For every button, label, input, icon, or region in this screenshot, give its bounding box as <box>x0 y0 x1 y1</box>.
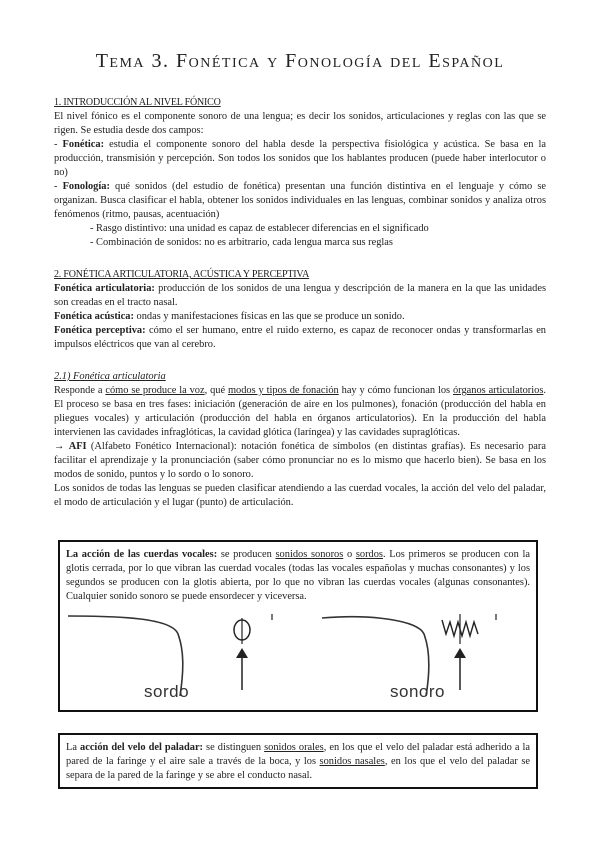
section-1-intro: El nivel fónico es el componente sonoro de una lengua; es decir los sonidos, articulaciones y reglas con las que se rigen. Se estudia desde dos campos: <box>54 111 546 136</box>
arrow-icon: → <box>54 441 69 452</box>
box2-text: se distinguen <box>203 742 265 753</box>
glottis-diagram <box>60 610 536 710</box>
articulatoria-text: producción de los sonidos de una lengua y descripción de la manera en la que las unidades son creadas en el tracto nasal. <box>54 283 547 308</box>
box-velo-paladar <box>58 733 538 789</box>
section-1: 1. INTRODUCCIÓN AL NIVEL FÓNICO El nivel fónico es el componente sonoro de una lengua; es decir los sonidos, articulaciones y reglas con las que se rigen. Se estudia desde dos campos: - Fonética: estudia el componente sonoro del habla desde la perspectiva fisiológica y acústica. Se basa en la producción, transmisión y percepción. Son todos los sonidos que los hablantes producen (puede haber interlocutor o no) - Fonología: qué sonidos (del estudio de fonética) presentan una función distintiva en el lenguaje y cómo se organizan. Busca clasificar el habla, obtener los sonidos individuales en las lenguas, combinar sonidos y analiza otros fenómenos (ritmo, pausas, acentuación) - Rasgo distintivo: una unidad es capaz de establecer diferencias en el significado - Combinación de sonidos: no es arbitrario, cada lengua marca sus reglas <box>54 97 547 248</box>
page-title: Tema 3. Fonética y Fonología del Español <box>95 50 505 72</box>
sordos-link: sordos <box>355 549 383 560</box>
s21-last: Los sonidos de todas las lenguas se pueden clasificar atendiendo a las cuerdad vocales, la acción del velo del paladar, el modo de articulación y el lugar (punto) de articulación. <box>54 483 546 508</box>
nasales-link: sonidos nasales <box>319 756 385 767</box>
s21-text: , qué <box>204 385 228 396</box>
velo-term: acción del velo del paladar: <box>80 742 204 753</box>
acustica-term: Fonética acústica: <box>54 311 134 322</box>
fonologia-term: Fonología: <box>62 181 110 192</box>
sonoros-link: sonidos sonoros <box>275 549 344 560</box>
box-cuerdas-vocales <box>58 540 538 712</box>
articulatoria-term: Fonética articulatoria: <box>54 283 155 294</box>
section-2-1-heading: 2.1) Fonética articulatoria <box>54 371 166 382</box>
perceptiva-term: Fonética perceptiva: <box>54 325 146 336</box>
box2-text: , en los que el velo del paladar está adherido a la pared de la faringe y el aire sale a través de la boca, y los <box>66 742 530 767</box>
orales-link: sonidos orales <box>264 742 324 753</box>
label-sordo: sordo <box>144 682 190 701</box>
afi-term: AFI <box>68 441 87 452</box>
cuerdas-term: La acción de las cuerdas vocales: <box>66 549 218 560</box>
box-2-text <box>60 735 536 783</box>
afi-text: (Alfabeto Fonético Internacional): notación fonética de símbolos (en distintas grafías). Es necesario para facilitar el aprendizaje y la pronunciación (saber cómo pronunciar no es lo mismo que hacerlo bien). Se basa en los modos de sonido, puntos y lo sordo o lo sonoro. <box>54 441 546 480</box>
link-modos: modos y tipos de fonación <box>227 385 339 396</box>
acustica-text: ondas y manifestaciones físicas en las que se produce un sonido. <box>133 311 405 322</box>
s21-text: hay y cómo funcionan los <box>338 385 453 396</box>
label-sonoro: sonoro <box>390 682 445 701</box>
section-2-heading: 2. FONÉTICA ARTICULATORIA, ACÚSTICA Y PERCEPTIVA <box>54 269 310 280</box>
box1-text: se producen <box>217 549 276 560</box>
s21-text: . El proceso se basa en tres fases: iniciación (generación de aire en los pulmones), fonación (producción del habla en pliegues vocales) y articulación (producción del habla en órganos articulatorios). En la producción del habla intervienen las cavidades infraglóticas, la cavidad glótica (laríngea) y las cavidades supraglóticas. <box>54 385 547 438</box>
box1-text: . Los primeros se producen con la glotis cerrada, por lo que vibran las cuerdad vocales (todas las vocales españolas y muchas consonantes) y los segundos se producen con la glotis abierta, por lo que no vibran las cuerdas vocales (algunas consonantes). Cualquier sonido sonoro se puede ensordecer y viceversa. <box>66 549 530 602</box>
perceptiva-text: cómo el ser humano, entre el ruido externo, es capaz de reconocer ondas y transformarlas en impulsos eléctricos que van al cerebro. <box>54 325 547 350</box>
s21-text: Responde a <box>54 385 106 396</box>
link-voz: cómo se produce la voz <box>105 385 205 396</box>
box2-text: , en los que el velo del paladar se separa de la pared de la faringe y se abre el conducto nasal. <box>66 756 531 781</box>
box1-text: o <box>343 549 356 560</box>
section-2 <box>54 268 546 352</box>
link-organos: órganos articulatorios <box>452 385 544 396</box>
bullet-combinacion: - Combinación de sonidos: no es arbitrario, cada lengua marca sus reglas <box>90 237 393 248</box>
bullet-rasgo: - Rasgo distintivo: una unidad es capaz de establecer diferencias en el significado <box>90 223 429 234</box>
section-2-1 <box>54 370 546 510</box>
section-1-heading: 1. INTRODUCCIÓN AL NIVEL FÓNICO <box>54 97 221 108</box>
fonetica-text: estudia el componente sonoro del habla desde la perspectiva fisiológica y acústica. Se basa en la producción, transmisión y percepción. Son todos los sonidos que los hablantes producen (puede haber interlocutor o no) <box>54 139 547 178</box>
box2-text: La <box>66 742 81 753</box>
fonetica-term: Fonética: <box>62 139 105 150</box>
box-1-text <box>60 542 536 604</box>
fonologia-text: qué sonidos (del estudio de fonética) presentan una función distintiva en el lenguaje y cómo se organizan. Busca clasificar el habla, obtener los sonidos individuales en las lenguas, combinar sonidos y analiza otros fenómenos (ritmo, pausas, acentuación) <box>54 181 546 220</box>
